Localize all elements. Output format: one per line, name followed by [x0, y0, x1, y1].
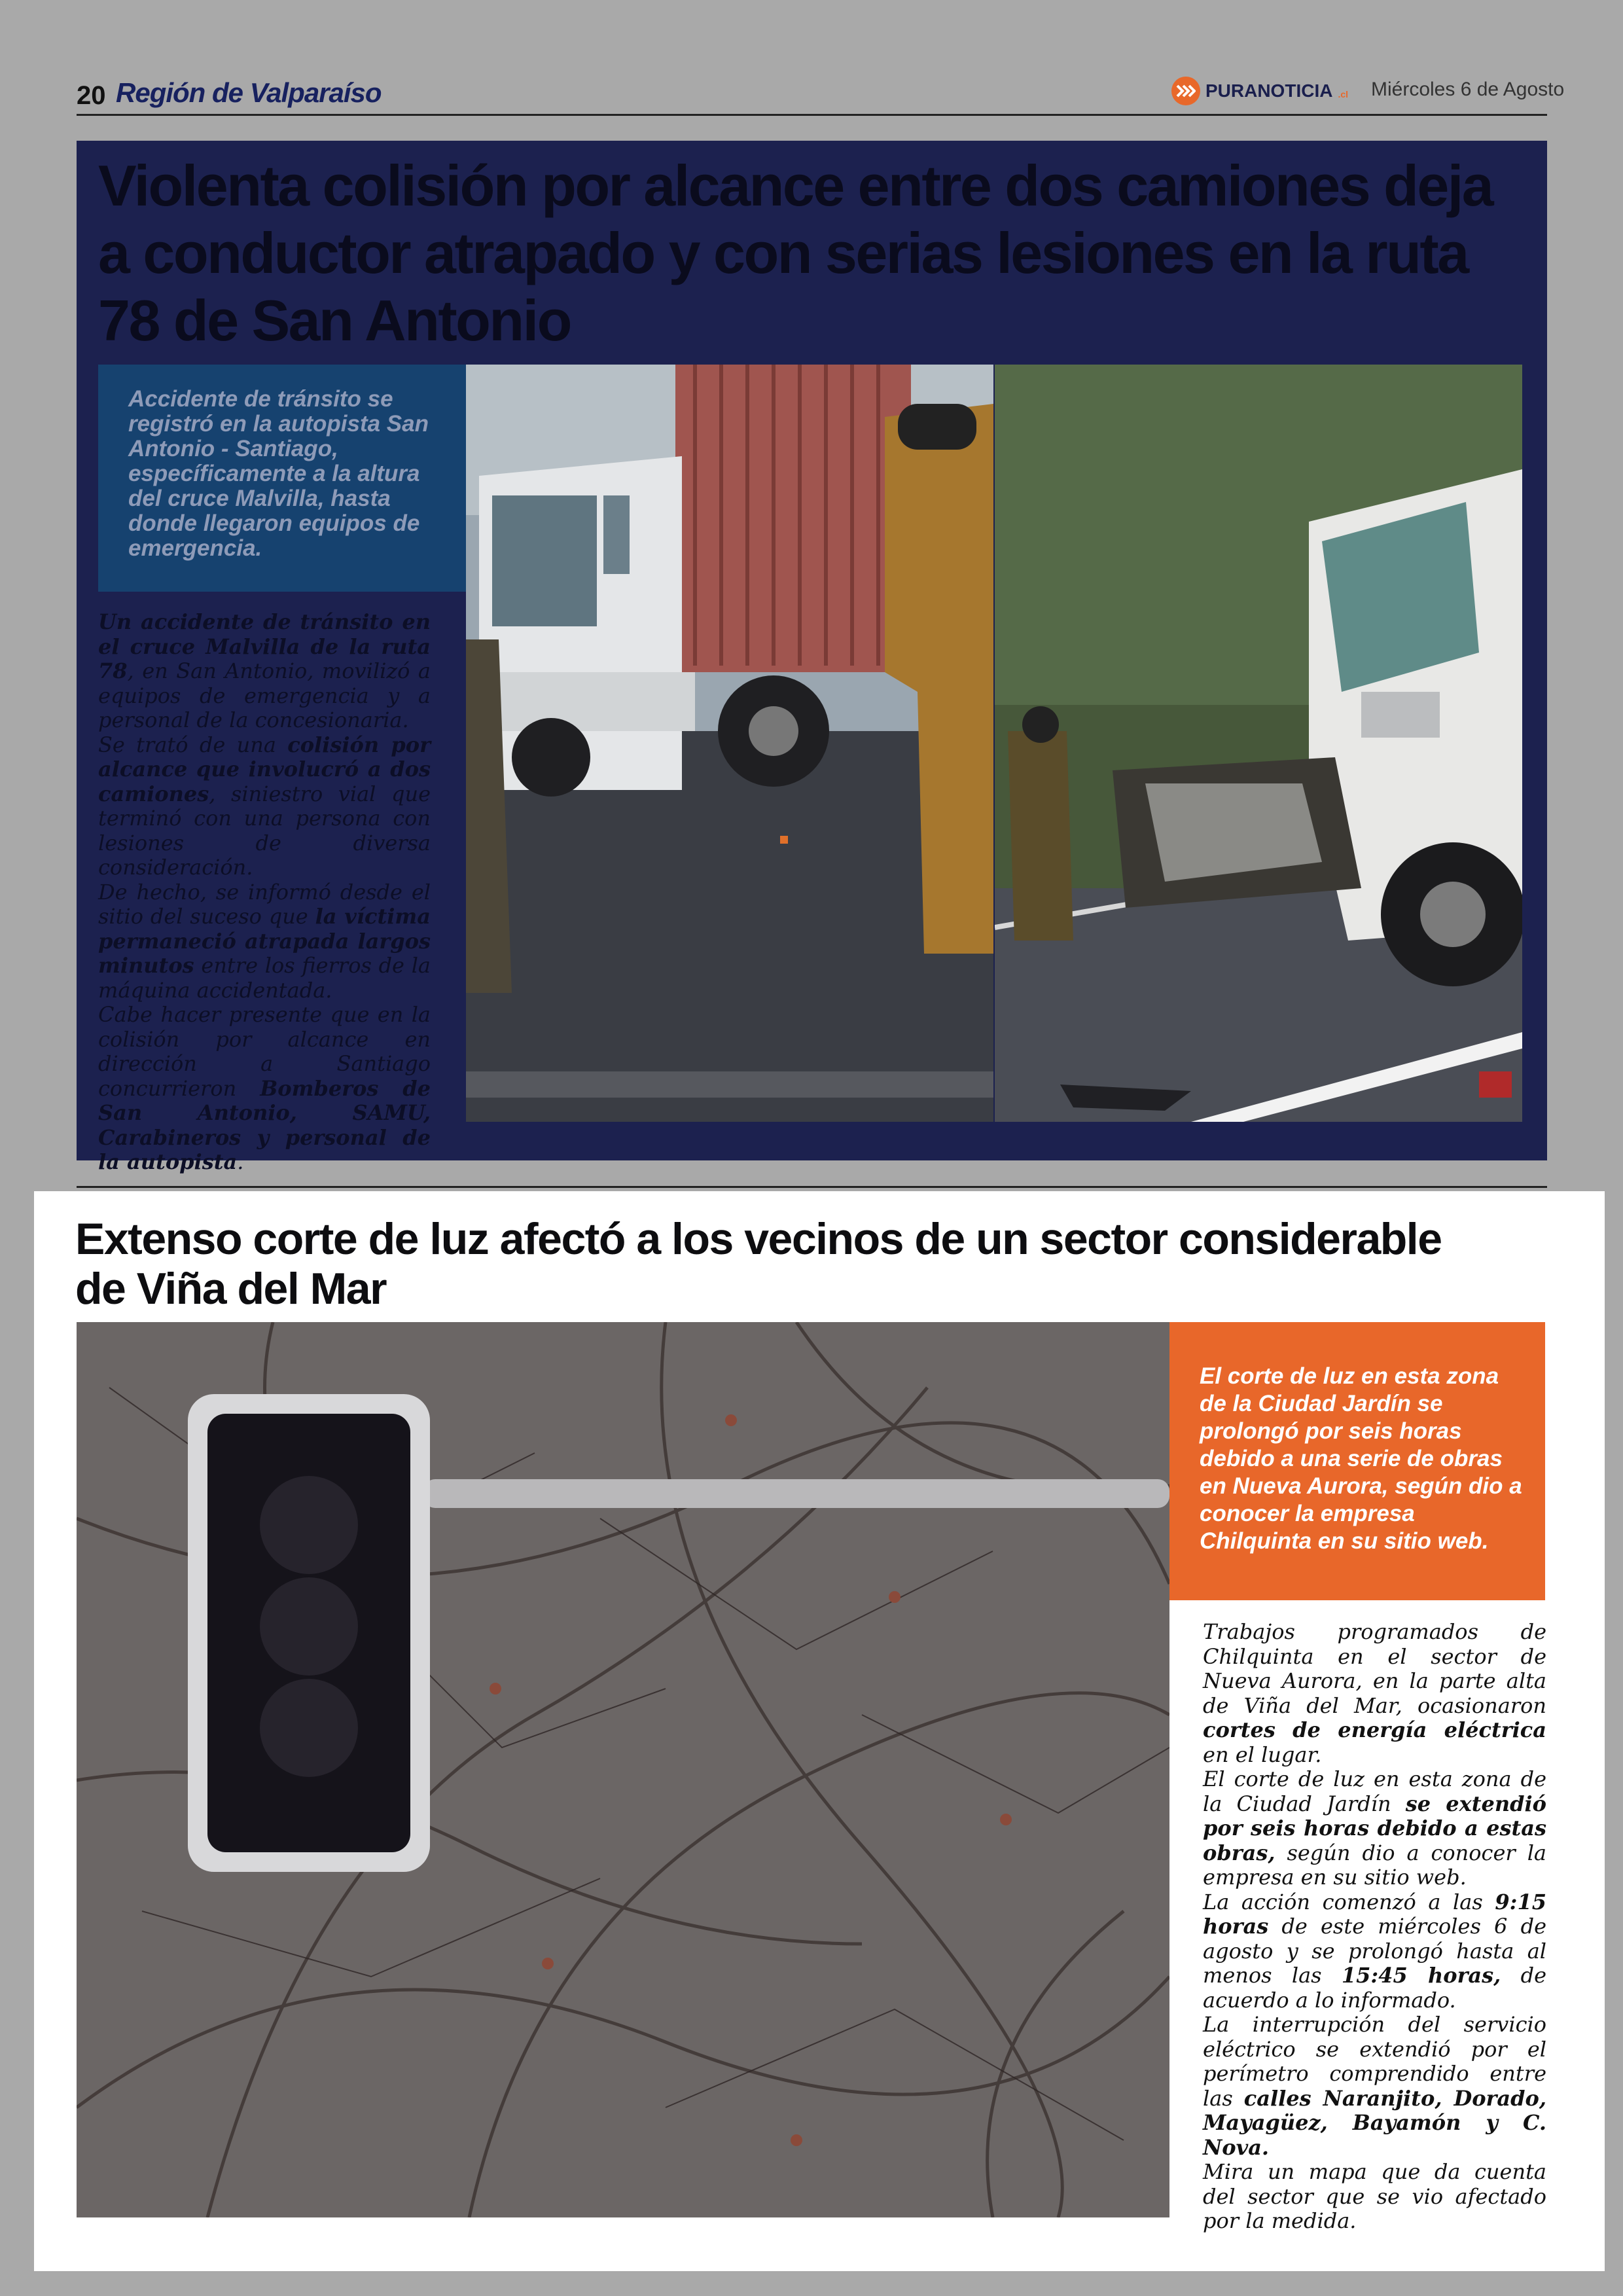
- article-divider: [77, 1186, 1547, 1188]
- article2-paragraph: La acción comenzó a las 9:15 horas de este miércoles 6 de agosto y se prolongó hasta al menos las 15:45 horas, de acuerdo a lo informado.: [1203, 1889, 1546, 2013]
- header-rule: [77, 114, 1547, 116]
- article1-paragraph: Un accidente de tránsito en el cruce Malvilla de la ruta 78, en San Antonio, movilizó a equipos de emergencia y a personal de la concesionaria.: [98, 609, 431, 732]
- section-name: Región de Valparaíso: [116, 77, 382, 108]
- article2-paragraph: Trabajos programados de Chilquinta en el sector de Nueva Aurora, en la parte alta de Viña del Mar, ocasionaron cortes de energía eléctrica en el lugar.: [1203, 1619, 1546, 1767]
- article1-pull-quote: [98, 365, 466, 592]
- logo-text: PURANOTICIA: [1205, 81, 1333, 101]
- issue-date: Miércoles 6 de Agosto: [1371, 79, 1565, 100]
- article2-paragraph: Mira un mapa que da cuenta del sector que se vio afectado por la medida.: [1203, 2159, 1546, 2233]
- article2-headline: Extenso corte de luz afectó a los vecinos de un sector considerable de Viña del Mar: [75, 1214, 1442, 1314]
- photo-truck-side[interactable]: [466, 365, 993, 1122]
- article1-headline: Violenta colisión por alcance entre dos camiones deja a conductor atrapado y con serias lesiones en la ruta 78 de San Antonio: [98, 153, 1493, 353]
- article1-body: [98, 610, 431, 1175]
- article1-paragraph: Cabe hacer presente que en la colisión por alcance en dirección a Santiago concurrieron Bomberos de San Antonio, SAMU, Carabineros y personal de la autopista.: [98, 1002, 431, 1174]
- publication-logo[interactable]: [1171, 76, 1348, 106]
- article2-paragraph: La interrupción del servicio eléctrico se extendió por el perímetro comprendido entre las calles Naranjito, Dorado, Mayagüez, Bayamón y C. Nova.: [1203, 2012, 1547, 2160]
- article2-pull-quote-text: El corte de luz en esta zona de la Ciudad Jardín se prolongó por seis horas debido a una serie de obras en Nueva Aurora, según dio a conocer la empresa Chilquinta en su sitio web.: [1200, 1363, 1522, 1554]
- article1-paragraph: De hecho, se informó desde el sitio del suceso que la víctima permaneció atrapada largos minutos entre los fierros de la máquina accidentada.: [98, 879, 431, 1003]
- page-number: 20: [77, 81, 106, 110]
- logo-suffix: .cl: [1338, 89, 1349, 99]
- article1-paragraph: Se trató de una colisión por alcance que involucró a dos camiones, siniestro vial que terminó con una persona con lesiones de diversa consideración.: [98, 732, 431, 880]
- article2-paragraph: El corte de luz en esta zona de la Ciudad Jardín se extendió por seis horas debido a estas obras, según dio a conocer la empresa en su sitio web.: [1203, 1767, 1547, 1890]
- photo-traffic-light[interactable]: [77, 1322, 1169, 2217]
- article2-pull-quote: [1169, 1322, 1545, 1600]
- article2-body: [1203, 1620, 1546, 2234]
- article1-pull-quote-text: Accidente de tránsito se registró en la autopista San Antonio - Santiago, específicamente a la altura del cruce Malvilla, hasta donde llegaron equipos de emergencia.: [128, 386, 429, 561]
- photo-crashed-truck-cab[interactable]: [995, 365, 1522, 1122]
- logo-arrows-icon: [1171, 77, 1200, 105]
